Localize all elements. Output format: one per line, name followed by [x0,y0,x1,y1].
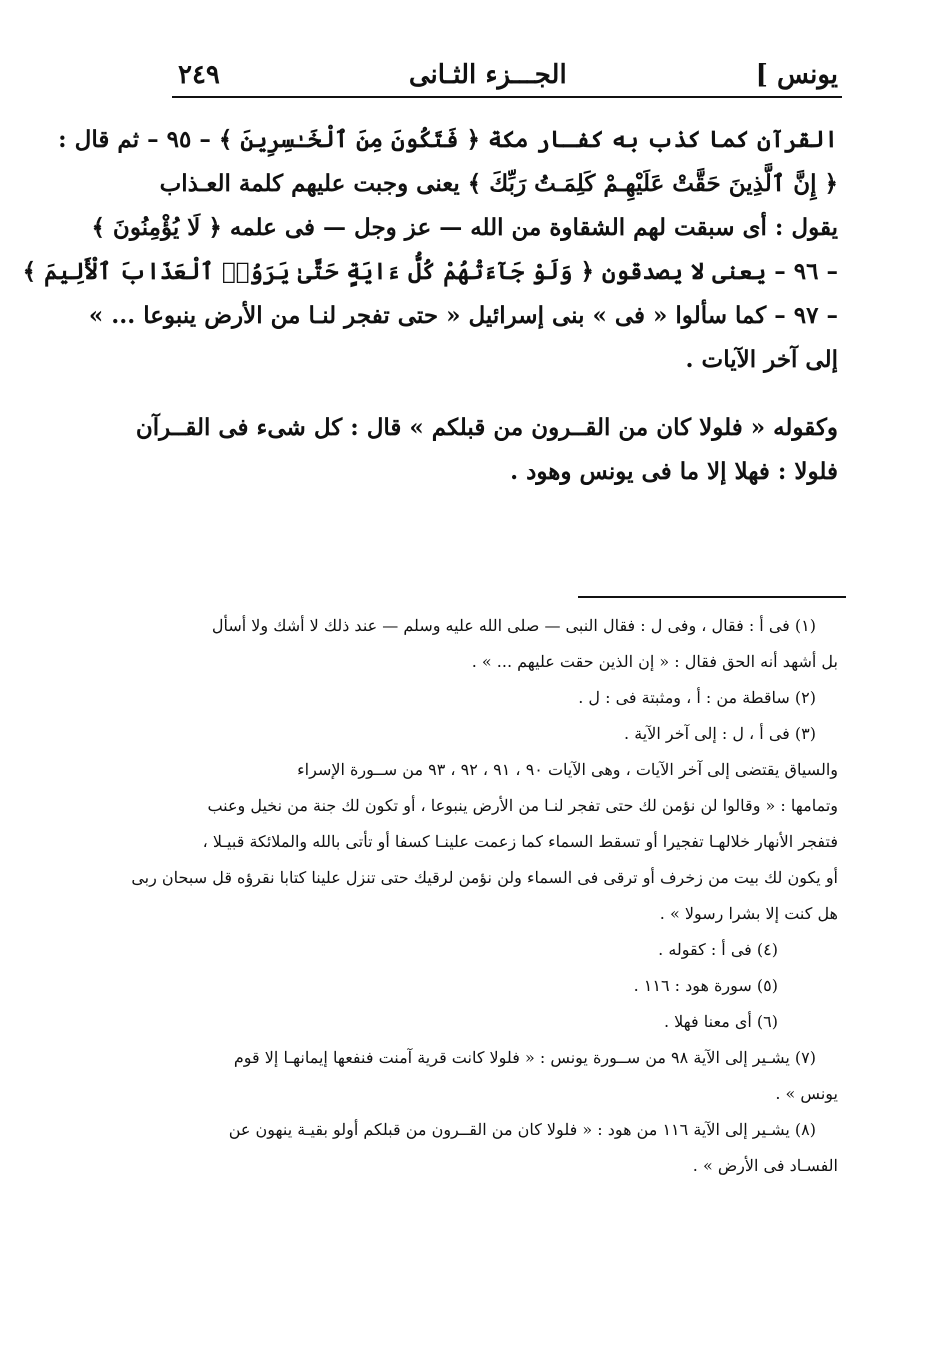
footnote-line: (٤) فى أ : كقوله . [658,940,778,959]
footnote-line: فتفجر الأنهار خلالهـا تفجيرا أو تسقط السماء كما زعمت علينـا كسفا أو تأتى بالله والملائكة قبيـلا ، [202,832,838,851]
footnote-line: (٢) ساقطة من : أ ، ومثبتة فى : ل . [578,688,816,707]
main-line: – ٩٦ – يعنى لا يصدقون ﴿ وَلَوْ جَآءَتْهُمْ كُلُّ ءَايَةٍ حَتَّىٰ يَرَوُا۟ ٱلْعَذَابَ ٱلْأَلِيمَ ﴾ [22,258,838,285]
footnote-line: بل أشهد أنه الحق فقال : « إن الذين حقت عليهم ... » . [471,652,838,671]
footnote-line: (٥) سورة هود : ١١٦ . [633,976,778,995]
footnote-line: (١) فى أ : فقال ، وفى ل : فقال النبى — صلى الله عليه وسلم — عند ذلك لا أشك ولا أسأل [211,616,816,635]
main-line: ﴿ إِنَّ ٱلَّذِينَ حَقَّتْ عَلَيْهِـمْ كَلِمَـتُ رَبِّكَ ﴾ يعنى وجبت عليهم كلمة العـذاب [159,170,838,197]
page-number: ٢٤٩ [178,60,220,90]
footnote-line: هل كنت إلا بشرا رسولا » . [659,904,838,923]
footnote-line: (٦) أى معنا فهلا . [663,1012,778,1031]
main-line: يقول : أى سبقت لهم الشقاوة من الله — عز وجل — فى علمه ﴿ لَا يُؤْمِنُونَ ﴾ [91,214,838,241]
main-line: وكقوله « فلولا كان من القــرون من قبلكم » قال : كل شىء فى القــرآن [135,414,838,441]
footnote-line: والسياق يقتضى إلى آخر الآيات ، وهى الآيات ٩٠ ، ٩١ ، ٩٢ ، ٩٣ من ســورة الإسراء [297,760,838,779]
footnote-line: (٨) يشـير إلى الآية ١١٦ من هود : « فلولا كان من القــرون من قبلكم أولو بقيـة ينهون عن [228,1120,816,1139]
page-header [178,55,838,95]
footnote-line: (٣) فى أ ، ل : إلى آخر الآية . [624,724,816,743]
running-head-part: الجـــزء الثـانى [408,60,567,90]
footnote-line: وتمامها : « وقالوا لن نؤمن لك حتى تفجر لنـا من الأرض ينبوعا ، أو تكون لك جنة من نخيل وعنب [207,796,838,815]
footnote-rule [578,596,846,598]
paragraph-gap [178,382,838,406]
footnote-line: يونس » . [775,1084,838,1103]
header-rule [172,96,842,98]
footnote-line: أو يكون لك بيت من زخرف أو ترقى فى السماء ولن نؤمن لرقيك حتى تنزل علينا كتابا نقرؤه قل سبحان ربى [131,868,838,887]
footnotes [131,608,838,1184]
footnote-line: (٧) يشـير إلى الآية ٩٨ من ســورة يونس : « فلولا كانت قرية آمنت فنفعها إيمانهـا إلا قوم [233,1048,816,1067]
main-text [22,118,838,494]
main-line: فلولا : فهلا إلا ما فى يونس وهود . [510,458,838,485]
footnote-line: الفسـاد فى الأرض » . [692,1156,838,1175]
main-line: القرآن كما كذب به كفـار مكة ﴿ فَتَكُونَ مِنَ ٱلْخَـٰسِرِينَ ﴾ – ٩٥ – ثم قال : [58,126,838,153]
main-line: إلى آخر الآيات . [685,346,838,373]
running-head-chapter: يونس ] [755,60,838,90]
main-line: – ٩٧ – كما سألوا « فى » بنى إسرائيل « حتى تفجر لنـا من الأرض ينبوعا ... » [88,302,838,329]
